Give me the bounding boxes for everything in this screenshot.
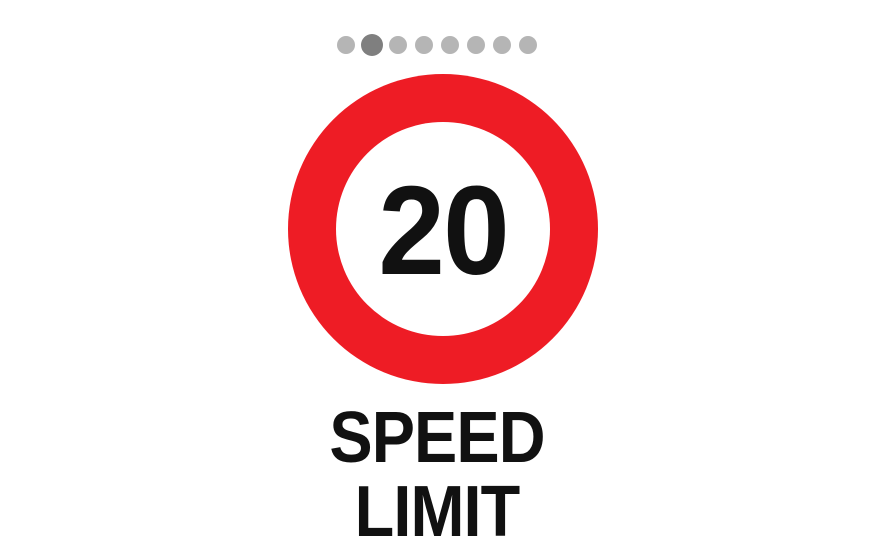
carousel-dot-1[interactable] bbox=[333, 32, 359, 58]
carousel-dot-3[interactable] bbox=[385, 32, 411, 58]
carousel-dot-7[interactable] bbox=[489, 32, 515, 58]
caption-limit: LIMIT bbox=[354, 472, 520, 552]
dot-indicator bbox=[415, 36, 433, 54]
caption-speed: SPEED bbox=[329, 398, 545, 478]
carousel-dot-4[interactable] bbox=[411, 32, 437, 58]
dot-indicator bbox=[441, 36, 459, 54]
carousel-pagination bbox=[0, 32, 874, 58]
speed-limit-sign-inner bbox=[336, 122, 550, 336]
dot-indicator bbox=[493, 36, 511, 54]
dot-indicator bbox=[389, 36, 407, 54]
carousel-dot-8[interactable] bbox=[515, 32, 541, 58]
dot-indicator bbox=[519, 36, 537, 54]
speed-limit-sign bbox=[288, 74, 598, 384]
dot-indicator-active bbox=[361, 34, 383, 56]
dot-indicator bbox=[337, 36, 355, 54]
dot-indicator bbox=[467, 36, 485, 54]
carousel-dot-5[interactable] bbox=[437, 32, 463, 58]
carousel-dot-6[interactable] bbox=[463, 32, 489, 58]
speed-limit-value: 20 bbox=[378, 160, 508, 301]
carousel-dot-2[interactable] bbox=[359, 32, 385, 58]
